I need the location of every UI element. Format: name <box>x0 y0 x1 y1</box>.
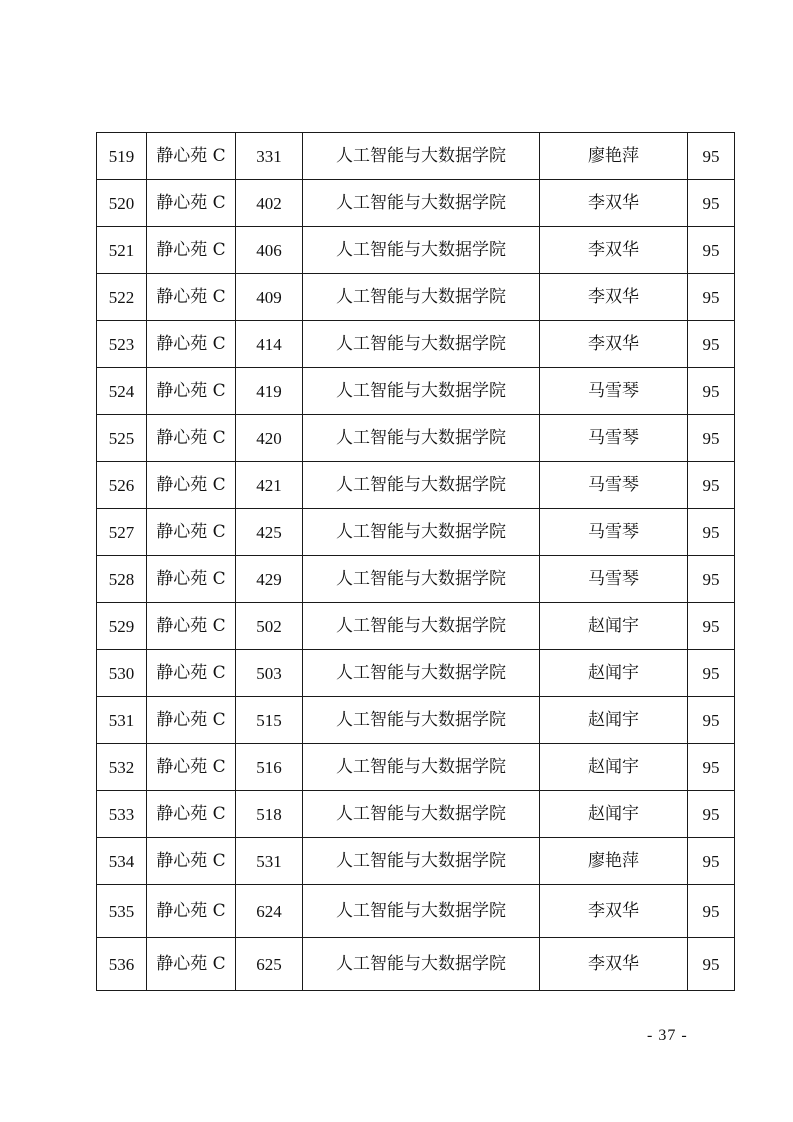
cell-college: 人工智能与大数据学院 <box>303 938 540 991</box>
table-row <box>97 274 735 321</box>
cell-score: 95 <box>688 838 735 885</box>
cell-score: 95 <box>688 227 735 274</box>
cell-score: 95 <box>688 938 735 991</box>
cell-row-number: 531 <box>97 697 147 744</box>
cell-room-number: 503 <box>236 650 303 697</box>
cell-row-number: 529 <box>97 603 147 650</box>
table-row <box>97 697 735 744</box>
cell-college: 人工智能与大数据学院 <box>303 744 540 791</box>
cell-teacher-name: 李双华 <box>540 938 688 991</box>
cell-row-number: 532 <box>97 744 147 791</box>
cell-room-number: 402 <box>236 180 303 227</box>
cell-room-number: 502 <box>236 603 303 650</box>
table-row <box>97 415 735 462</box>
cell-college: 人工智能与大数据学院 <box>303 180 540 227</box>
table-row <box>97 885 735 938</box>
cell-college: 人工智能与大数据学院 <box>303 321 540 368</box>
dormitory-score-table <box>96 132 735 991</box>
table-row <box>97 462 735 509</box>
cell-building: 静心苑 C <box>147 938 236 991</box>
table-row <box>97 180 735 227</box>
table-row <box>97 368 735 415</box>
cell-row-number: 526 <box>97 462 147 509</box>
cell-building: 静心苑 C <box>147 744 236 791</box>
table-row <box>97 133 735 180</box>
cell-building: 静心苑 C <box>147 885 236 938</box>
cell-building: 静心苑 C <box>147 462 236 509</box>
cell-teacher-name: 廖艳萍 <box>540 133 688 180</box>
cell-teacher-name: 马雪琴 <box>540 556 688 603</box>
cell-room-number: 625 <box>236 938 303 991</box>
cell-college: 人工智能与大数据学院 <box>303 509 540 556</box>
cell-building: 静心苑 C <box>147 180 236 227</box>
cell-building: 静心苑 C <box>147 227 236 274</box>
cell-teacher-name: 李双华 <box>540 180 688 227</box>
table-row <box>97 603 735 650</box>
cell-teacher-name: 李双华 <box>540 321 688 368</box>
cell-building: 静心苑 C <box>147 321 236 368</box>
cell-building: 静心苑 C <box>147 556 236 603</box>
cell-teacher-name: 李双华 <box>540 227 688 274</box>
cell-room-number: 425 <box>236 509 303 556</box>
table-row <box>97 744 735 791</box>
cell-teacher-name: 赵闻宇 <box>540 697 688 744</box>
table-row <box>97 509 735 556</box>
cell-row-number: 523 <box>97 321 147 368</box>
table-row <box>97 650 735 697</box>
cell-score: 95 <box>688 650 735 697</box>
cell-score: 95 <box>688 791 735 838</box>
cell-room-number: 420 <box>236 415 303 462</box>
table-row <box>97 838 735 885</box>
cell-building: 静心苑 C <box>147 415 236 462</box>
cell-building: 静心苑 C <box>147 368 236 415</box>
cell-score: 95 <box>688 368 735 415</box>
cell-row-number: 525 <box>97 415 147 462</box>
cell-score: 95 <box>688 274 735 321</box>
page-number: - 37 - <box>647 1027 688 1044</box>
cell-row-number: 528 <box>97 556 147 603</box>
cell-college: 人工智能与大数据学院 <box>303 885 540 938</box>
cell-college: 人工智能与大数据学院 <box>303 697 540 744</box>
cell-room-number: 421 <box>236 462 303 509</box>
cell-college: 人工智能与大数据学院 <box>303 556 540 603</box>
table-row <box>97 791 735 838</box>
cell-college: 人工智能与大数据学院 <box>303 368 540 415</box>
cell-building: 静心苑 C <box>147 791 236 838</box>
cell-building: 静心苑 C <box>147 838 236 885</box>
cell-college: 人工智能与大数据学院 <box>303 603 540 650</box>
cell-room-number: 419 <box>236 368 303 415</box>
cell-row-number: 521 <box>97 227 147 274</box>
cell-score: 95 <box>688 509 735 556</box>
table-row <box>97 321 735 368</box>
cell-row-number: 536 <box>97 938 147 991</box>
cell-teacher-name: 李双华 <box>540 274 688 321</box>
cell-row-number: 533 <box>97 791 147 838</box>
cell-row-number: 520 <box>97 180 147 227</box>
cell-row-number: 519 <box>97 133 147 180</box>
table-row <box>97 556 735 603</box>
table-body <box>97 133 735 991</box>
cell-row-number: 535 <box>97 885 147 938</box>
cell-room-number: 516 <box>236 744 303 791</box>
cell-teacher-name: 马雪琴 <box>540 415 688 462</box>
cell-score: 95 <box>688 697 735 744</box>
cell-teacher-name: 赵闻宇 <box>540 603 688 650</box>
cell-row-number: 522 <box>97 274 147 321</box>
cell-building: 静心苑 C <box>147 603 236 650</box>
cell-teacher-name: 马雪琴 <box>540 368 688 415</box>
cell-college: 人工智能与大数据学院 <box>303 133 540 180</box>
cell-score: 95 <box>688 462 735 509</box>
cell-teacher-name: 马雪琴 <box>540 462 688 509</box>
cell-room-number: 409 <box>236 274 303 321</box>
cell-college: 人工智能与大数据学院 <box>303 462 540 509</box>
cell-teacher-name: 赵闻宇 <box>540 744 688 791</box>
cell-room-number: 515 <box>236 697 303 744</box>
cell-score: 95 <box>688 415 735 462</box>
cell-score: 95 <box>688 133 735 180</box>
cell-row-number: 527 <box>97 509 147 556</box>
table-row <box>97 938 735 991</box>
cell-college: 人工智能与大数据学院 <box>303 227 540 274</box>
cell-room-number: 331 <box>236 133 303 180</box>
cell-row-number: 524 <box>97 368 147 415</box>
cell-college: 人工智能与大数据学院 <box>303 274 540 321</box>
cell-score: 95 <box>688 885 735 938</box>
cell-building: 静心苑 C <box>147 274 236 321</box>
cell-building: 静心苑 C <box>147 509 236 556</box>
cell-building: 静心苑 C <box>147 697 236 744</box>
cell-building: 静心苑 C <box>147 133 236 180</box>
cell-teacher-name: 赵闻宇 <box>540 650 688 697</box>
cell-college: 人工智能与大数据学院 <box>303 415 540 462</box>
cell-building: 静心苑 C <box>147 650 236 697</box>
cell-room-number: 531 <box>236 838 303 885</box>
cell-teacher-name: 李双华 <box>540 885 688 938</box>
cell-teacher-name: 马雪琴 <box>540 509 688 556</box>
table-row <box>97 227 735 274</box>
cell-score: 95 <box>688 180 735 227</box>
cell-room-number: 414 <box>236 321 303 368</box>
cell-row-number: 534 <box>97 838 147 885</box>
cell-score: 95 <box>688 744 735 791</box>
cell-score: 95 <box>688 603 735 650</box>
cell-college: 人工智能与大数据学院 <box>303 650 540 697</box>
cell-college: 人工智能与大数据学院 <box>303 838 540 885</box>
cell-score: 95 <box>688 321 735 368</box>
cell-room-number: 406 <box>236 227 303 274</box>
cell-score: 95 <box>688 556 735 603</box>
cell-room-number: 518 <box>236 791 303 838</box>
cell-college: 人工智能与大数据学院 <box>303 791 540 838</box>
cell-room-number: 429 <box>236 556 303 603</box>
cell-row-number: 530 <box>97 650 147 697</box>
cell-room-number: 624 <box>236 885 303 938</box>
cell-teacher-name: 廖艳萍 <box>540 838 688 885</box>
cell-teacher-name: 赵闻宇 <box>540 791 688 838</box>
